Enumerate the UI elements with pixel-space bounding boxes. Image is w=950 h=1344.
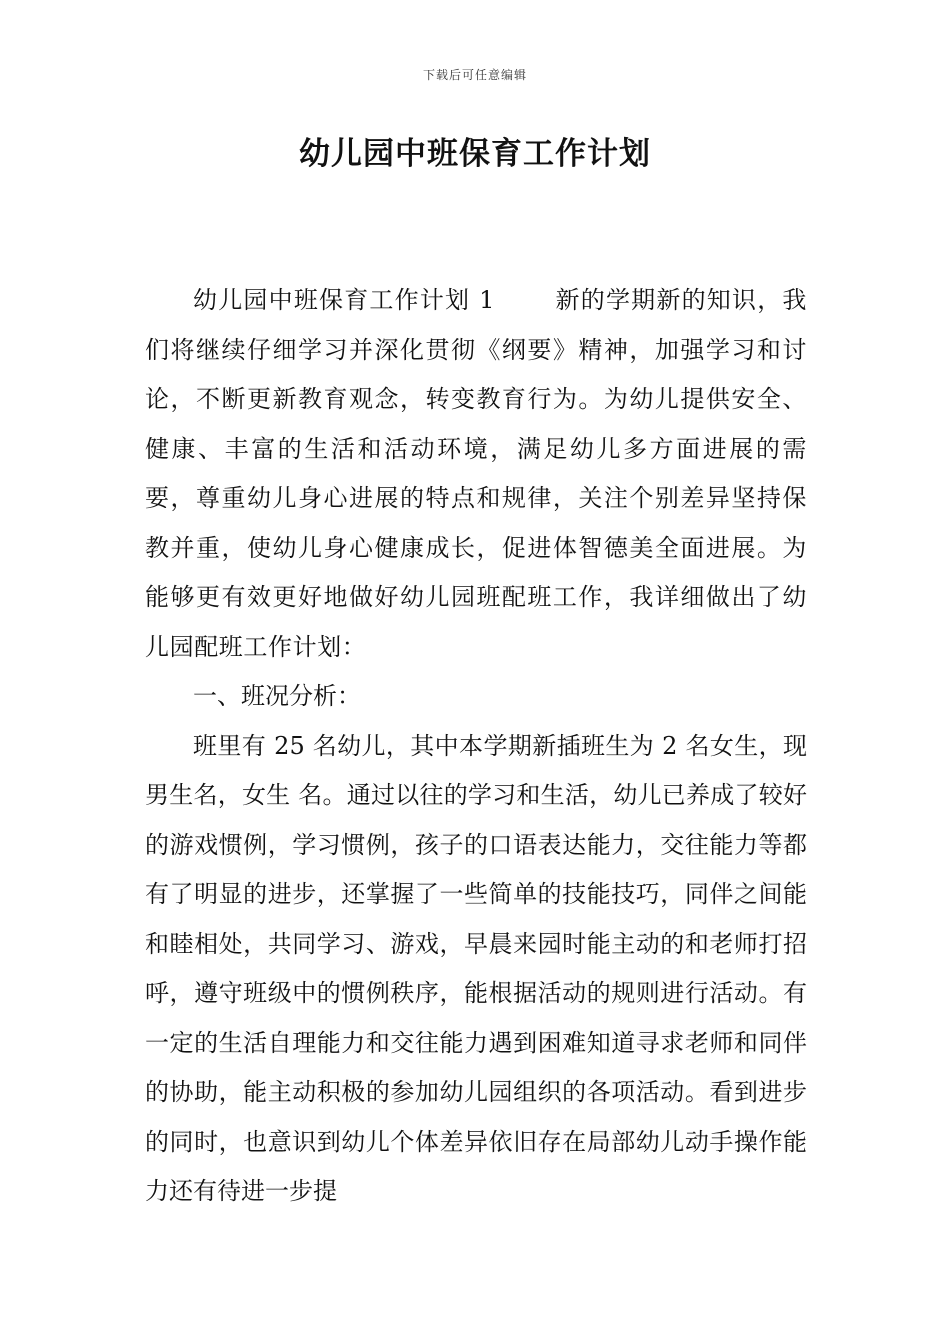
document-title: 幼儿园中班保育工作计划 xyxy=(299,136,651,172)
intro-paragraph xyxy=(145,276,807,672)
section-paragraph: 班里有 25 名幼儿，其中本学期新插班生为 2 名女生，现男生名，女生 名。通过以往的学习和生活，幼儿已养成了较好的游戏惯例，学习惯例，孩子的口语表达能力，交往能力等都有了明显的进步，还掌握了一些简单的技能技巧，同伴之间能和睦相处，共同学习、游戏，早晨来园时能主动的和老师打招呼，遵守班级中的惯例秩序，能根据活动的规则进行活动。有一定的生活自理能力和交往能力遇到困难知道寻求老师和同伴的协助，能主动积极的参加幼儿园组织的各项活动。看到进步的同时，也意识到幼儿个体差异依旧存在局部幼儿动手操作能力还有待进一步提 xyxy=(145,731,807,1205)
page-header-note: 下载后可任意编辑 xyxy=(422,68,527,82)
document-body xyxy=(145,276,807,1217)
section-heading: 一、班况分析： xyxy=(193,682,361,710)
intro-heading: 幼儿园中班保育工作计划 1 xyxy=(193,286,495,314)
intro-text: 新的学期新的知识，我们将继续仔细学习并深化贯彻《纲要》精神，加强学习和讨论，不断更新教育观念，转变教育行为。为幼儿提供安全、健康、丰富的生活和活动环境，满足幼儿多方面进展的需要，尊重幼儿身心进展的特点和规律，关注个别差异坚持保教并重，使幼儿身心健康成长，促进体智德美全面进展。为能够更有效更好地做好幼儿园班配班工作，我详细做出了幼儿园配班工作计划： xyxy=(145,286,807,661)
